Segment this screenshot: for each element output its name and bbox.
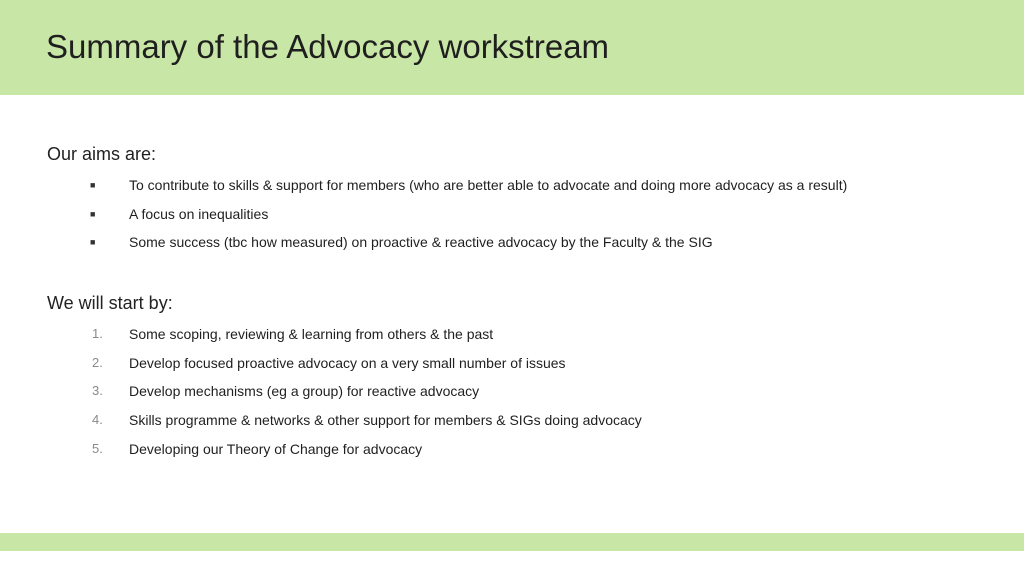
step-number: 5. [92, 440, 103, 456]
square-bullet-icon: ■ [90, 208, 96, 219]
footer-band [0, 533, 1024, 551]
step-number: 1. [92, 326, 103, 341]
step-text: Some scoping, reviewing & learning from others & the past [129, 326, 494, 342]
step-text: Develop mechanisms (eg a group) for reactive advocacy [129, 383, 480, 400]
aim-text: A focus on inequalities [129, 205, 269, 222]
step-number: 2. [92, 354, 103, 370]
aims-heading: Our aims are: [47, 144, 157, 164]
square-bullet-icon: ■ [90, 237, 96, 248]
slide-title: Summary of the Advocacy workstream [46, 28, 610, 65]
step-text: Skills programme & networks & other support for members & SIGs doing advocacy [129, 412, 642, 429]
start-heading: We will start by: [47, 293, 173, 313]
step-number: 3. [92, 383, 103, 399]
step-text: Developing our Theory of Change for advocacy [129, 440, 423, 457]
step-number: 4. [92, 412, 103, 428]
step-text: Develop focused proactive advocacy on a very small number of issues [129, 354, 566, 371]
square-bullet-icon: ■ [90, 180, 96, 190]
aim-text: To contribute to skills & support for members (who are better able to advocate and doing more advocacy as a result) [129, 177, 848, 193]
aim-text: Some success (tbc how measured) on proactive & reactive advocacy by the Faculty & the SIG [129, 234, 713, 251]
